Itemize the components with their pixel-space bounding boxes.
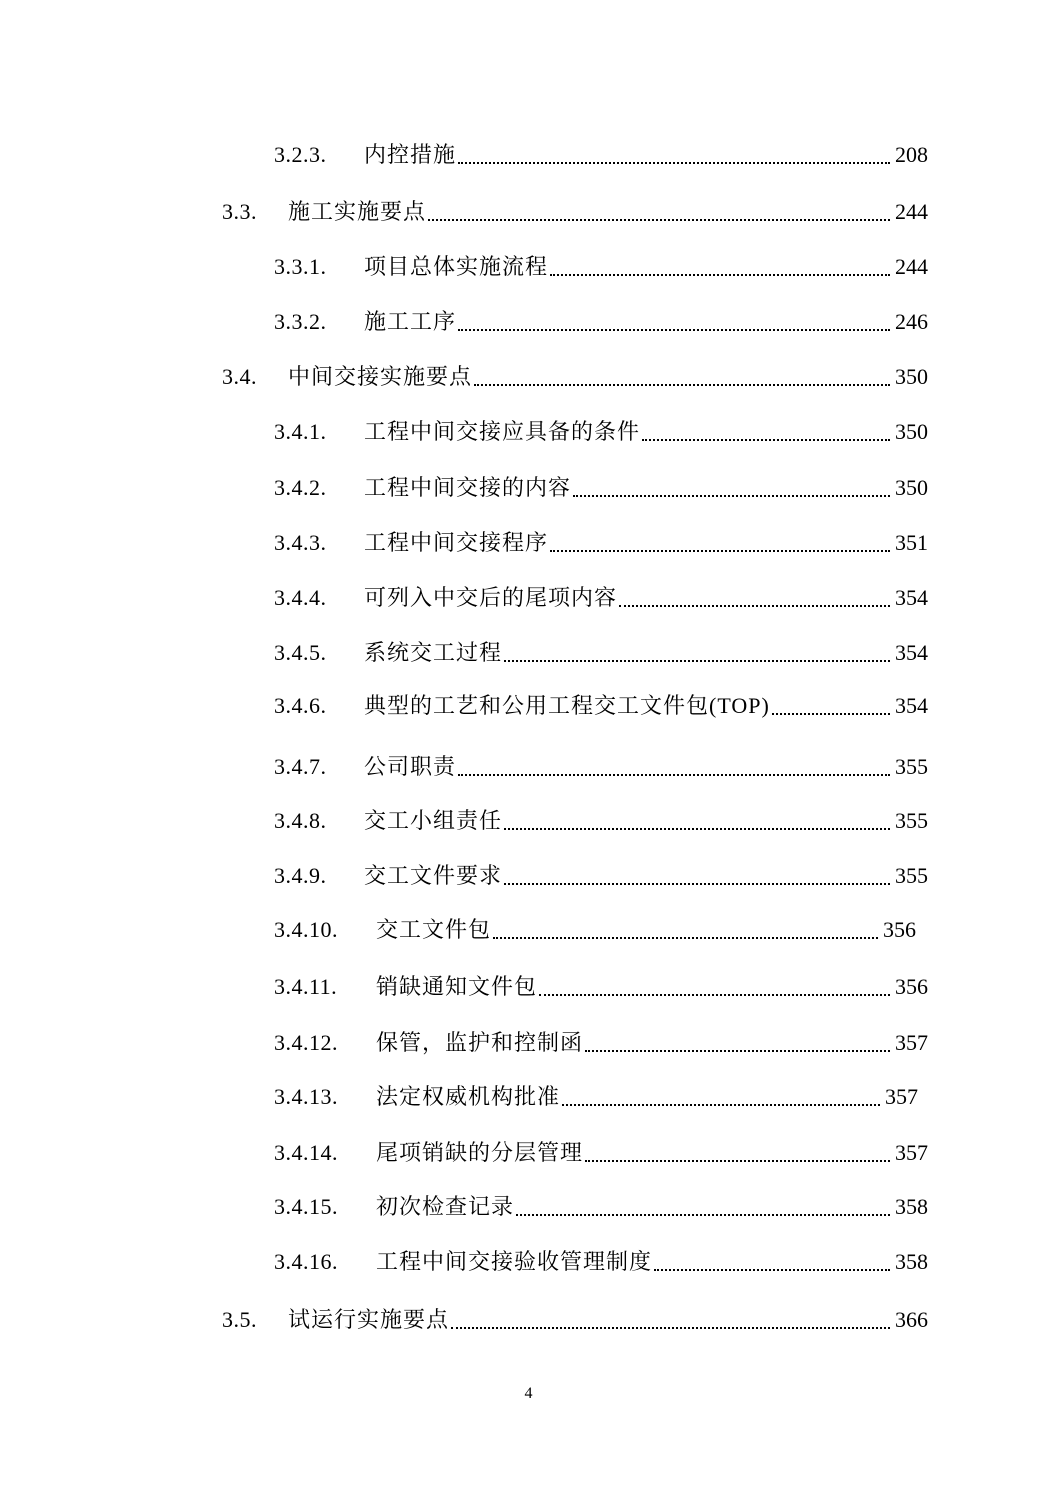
toc-page-number: 357 [895, 1030, 928, 1055]
toc-leader-dots [458, 329, 890, 331]
toc-entry-3-4-9[interactable] [274, 859, 928, 893]
toc-title: 工程中间交接的内容 [364, 475, 572, 500]
toc-entry-3-4-12[interactable] [274, 1026, 928, 1060]
toc-entry-3-4-15[interactable] [274, 1190, 928, 1224]
toc-leader-dots [772, 713, 890, 715]
toc-page-number: 355 [895, 863, 928, 888]
toc-leader-dots [585, 1050, 890, 1052]
toc-entry-3-4-16[interactable] [274, 1245, 928, 1279]
toc-number: 3.4.8. [274, 808, 327, 833]
toc-entry-3-4-5[interactable] [274, 636, 928, 670]
toc-title: 交工文件要求 [364, 863, 503, 888]
toc-entry-3-3[interactable] [222, 195, 928, 229]
toc-leader-dots [539, 994, 890, 996]
toc-title: 法定权威机构批准 [376, 1084, 561, 1109]
toc-number: 3.4.2. [274, 475, 327, 500]
toc-number: 3.3.1. [274, 254, 327, 279]
toc-page-number: 350 [895, 419, 928, 444]
toc-entry-3-4-1[interactable] [274, 415, 928, 449]
toc-number: 3.4.7. [274, 754, 327, 779]
toc-entry-3-2-3[interactable] [274, 138, 928, 172]
toc-leader-dots [504, 828, 890, 830]
toc-leader-dots [458, 774, 890, 776]
toc-number: 3.4.14. [274, 1140, 338, 1165]
toc-number: 3.4. [222, 364, 257, 389]
toc-number: 3.3.2. [274, 309, 327, 334]
toc-number: 3.4.4. [274, 585, 327, 610]
toc-entry-3-5[interactable] [222, 1303, 928, 1337]
toc-number: 3.2.3. [274, 142, 327, 167]
toc-title: 项目总体实施流程 [364, 254, 549, 279]
toc-title: 工程中间交接程序 [364, 530, 549, 555]
toc-entry-3-4-8[interactable] [274, 804, 928, 838]
toc-number: 3.3. [222, 199, 257, 224]
toc-entry-3-4-14[interactable] [274, 1136, 928, 1170]
toc-number: 3.4.10. [274, 917, 338, 942]
toc-page-number: 366 [895, 1307, 928, 1332]
toc-leader-dots [654, 1269, 890, 1271]
toc-page-number: 356 [883, 917, 916, 942]
toc-title: 工程中间交接应具备的条件 [364, 419, 641, 444]
toc-number: 3.4.9. [274, 863, 327, 888]
toc-entry-3-4-13[interactable] [274, 1080, 918, 1114]
toc-number: 3.4.11. [274, 974, 338, 999]
toc-leader-dots [451, 1327, 890, 1329]
page-footer-number: 4 [524, 1385, 533, 1402]
toc-leader-dots [474, 384, 890, 386]
toc-page-number: 208 [895, 142, 928, 167]
toc-title: 初次检查记录 [376, 1194, 515, 1219]
toc-number: 3.4.5. [274, 640, 327, 665]
toc-number: 3.4.12. [274, 1030, 338, 1055]
toc-title: 公司职责 [364, 754, 457, 779]
toc-title: 尾项销缺的分层管理 [376, 1140, 584, 1165]
toc-page-number: 350 [895, 364, 928, 389]
toc-leader-dots [573, 495, 890, 497]
toc-title: 交工小组责任 [364, 808, 503, 833]
toc-number: 3.4.15. [274, 1194, 338, 1219]
toc-page-number: 358 [895, 1194, 928, 1219]
toc-leader-dots [504, 660, 890, 662]
toc-page-number: 354 [895, 585, 928, 610]
toc-leader-dots [642, 439, 890, 441]
toc-title: 施工实施要点 [288, 199, 427, 224]
toc-title: 销缺通知文件包 [376, 974, 538, 999]
toc-entry-3-4-4[interactable] [274, 581, 928, 615]
toc-number: 3.5. [222, 1307, 257, 1332]
toc-entry-3-4-11[interactable] [274, 970, 928, 1004]
toc-entry-3-4-10[interactable] [274, 913, 916, 947]
toc-page-number: 358 [895, 1249, 928, 1274]
toc-page-number: 355 [895, 808, 928, 833]
toc-title: 施工工序 [364, 309, 457, 334]
toc-leader-dots [550, 550, 890, 552]
toc-page-number: 246 [895, 309, 928, 334]
toc-title: 试运行实施要点 [288, 1307, 450, 1332]
toc-leader-dots [493, 937, 878, 939]
toc-title: 内控措施 [364, 142, 457, 167]
toc-page-number: 351 [895, 530, 928, 555]
toc-number: 3.4.13. [274, 1084, 338, 1109]
toc-title: 交工文件包 [376, 917, 492, 942]
toc-title: 可列入中交后的尾项内容 [364, 585, 618, 610]
toc-number: 3.4.3. [274, 530, 327, 555]
toc-page-number: 350 [895, 475, 928, 500]
toc-page-number: 354 [895, 640, 928, 665]
toc-number: 3.4.16. [274, 1249, 338, 1274]
toc-title: 中间交接实施要点 [288, 364, 473, 389]
toc-entry-3-4-3[interactable] [274, 526, 928, 560]
toc-leader-dots [504, 883, 890, 885]
toc-page-number: 356 [895, 974, 928, 999]
toc-number: 3.4.1. [274, 419, 327, 444]
toc-number: 3.4.6. [274, 693, 327, 718]
toc-leader-dots [619, 605, 890, 607]
toc-leader-dots [562, 1104, 880, 1106]
toc-entry-3-4-7[interactable] [274, 750, 928, 784]
toc-leader-dots [585, 1160, 890, 1162]
toc-entry-3-4-2[interactable] [274, 471, 928, 505]
toc-entry-3-3-2[interactable] [274, 305, 928, 339]
toc-title: 工程中间交接验收管理制度 [376, 1249, 653, 1274]
toc-leader-dots [550, 274, 890, 276]
toc-entry-3-3-1[interactable] [274, 250, 928, 284]
toc-page-number: 355 [895, 754, 928, 779]
toc-title: 典型的工艺和公用工程交工文件包(TOP) [364, 693, 770, 718]
toc-title: 系统交工过程 [364, 640, 503, 665]
toc-page-number: 244 [895, 199, 928, 224]
toc-page-number: 354 [895, 693, 928, 718]
toc-leader-dots [428, 219, 890, 221]
toc-page-number: 244 [895, 254, 928, 279]
toc-entry-3-4-6[interactable] [274, 689, 928, 723]
toc-entry-3-4[interactable] [222, 360, 928, 394]
toc-page-number: 357 [895, 1140, 928, 1165]
toc-title: 保管，监护和控制函 [376, 1030, 584, 1055]
toc-page-number: 357 [885, 1084, 918, 1109]
toc-leader-dots [516, 1214, 890, 1216]
toc-leader-dots [458, 162, 890, 164]
